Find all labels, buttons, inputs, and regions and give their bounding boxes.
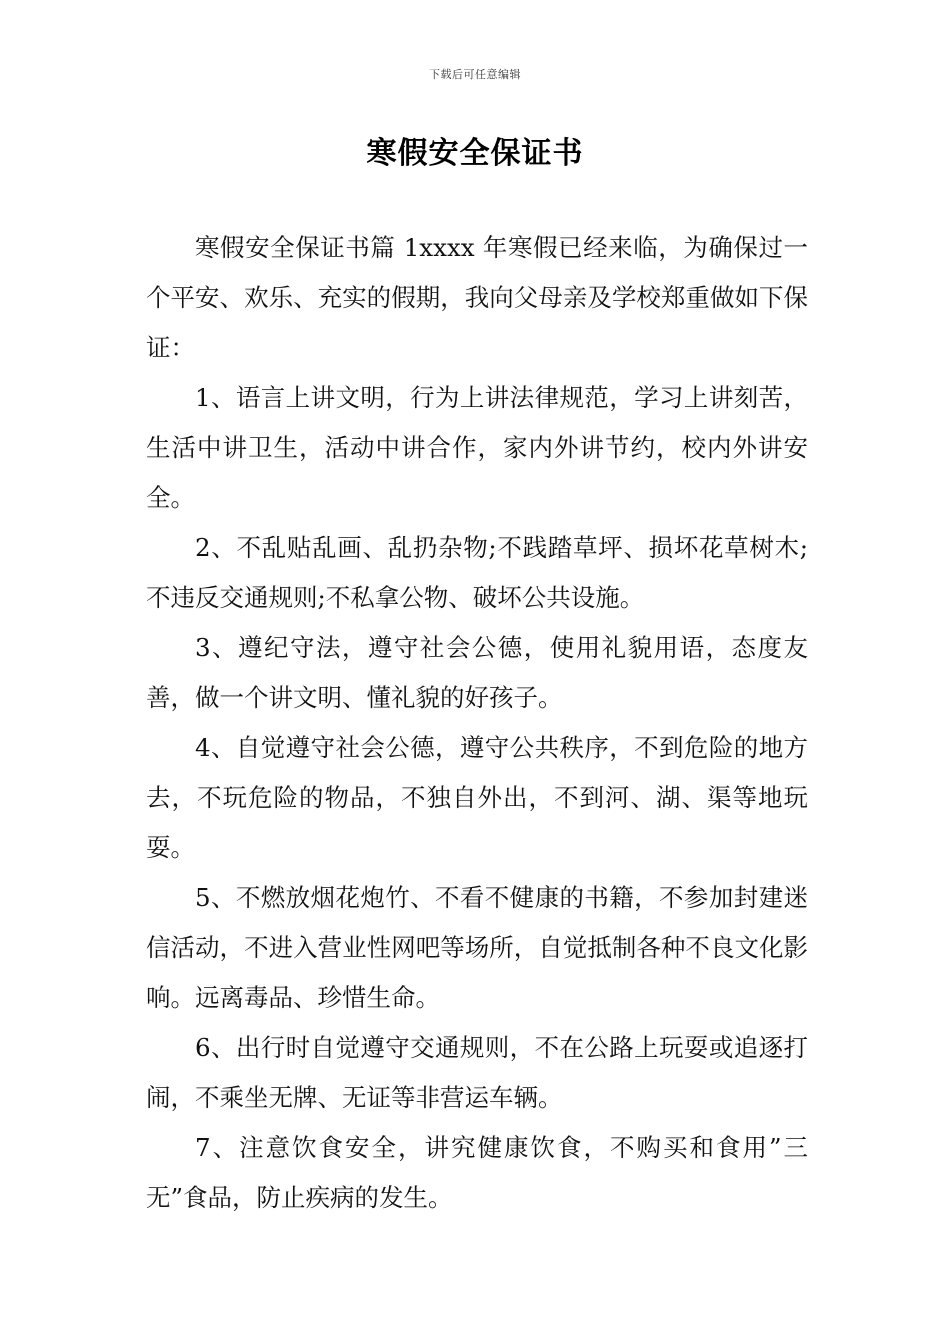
paragraph-intro: 寒假安全保证书篇 1xxxx 年寒假已经来临，为确保过一个平安、欢乐、充实的假期，我向父母亲及学校郑重做如下保证：	[146, 233, 808, 362]
paragraph-item-3: 3、遵纪守法，遵守社会公德，使用礼貌用语，态度友善，做一个讲文明、懂礼貌的好孩子。	[146, 633, 808, 712]
paragraph-item-1: 1、语言上讲文明，行为上讲法律规范，学习上讲刻苦，生活中讲卫生，活动中讲合作，家内外讲节约，校内外讲安全。	[146, 383, 808, 512]
document-body	[146, 223, 808, 1223]
paragraph-item-2: 2、不乱贴乱画、乱扔杂物;不践踏草坪、损坏花草树木;不违反交通规则;不私拿公物、破坏公共设施。	[146, 533, 808, 612]
paragraph-item-6: 6、出行时自觉遵守交通规则，不在公路上玩耍或追逐打闹，不乘坐无牌、无证等非营运车辆。	[146, 1033, 808, 1112]
header-note: 下载后可任意编辑	[429, 68, 521, 81]
document-title: 寒假安全保证书	[366, 136, 584, 171]
paragraph-item-5: 5、不燃放烟花炮竹、不看不健康的书籍，不参加封建迷信活动，不进入营业性网吧等场所，自觉抵制各种不良文化影响。远离毒品、珍惜生命。	[146, 883, 808, 1012]
paragraph-item-7: 7、注意饮食安全，讲究健康饮食，不购买和食用”三无”食品，防止疾病的发生。	[146, 1133, 808, 1212]
paragraph-item-4: 4、自觉遵守社会公德，遵守公共秩序，不到危险的地方去，不玩危险的物品，不独自外出，不到河、湖、渠等地玩耍。	[146, 733, 808, 862]
